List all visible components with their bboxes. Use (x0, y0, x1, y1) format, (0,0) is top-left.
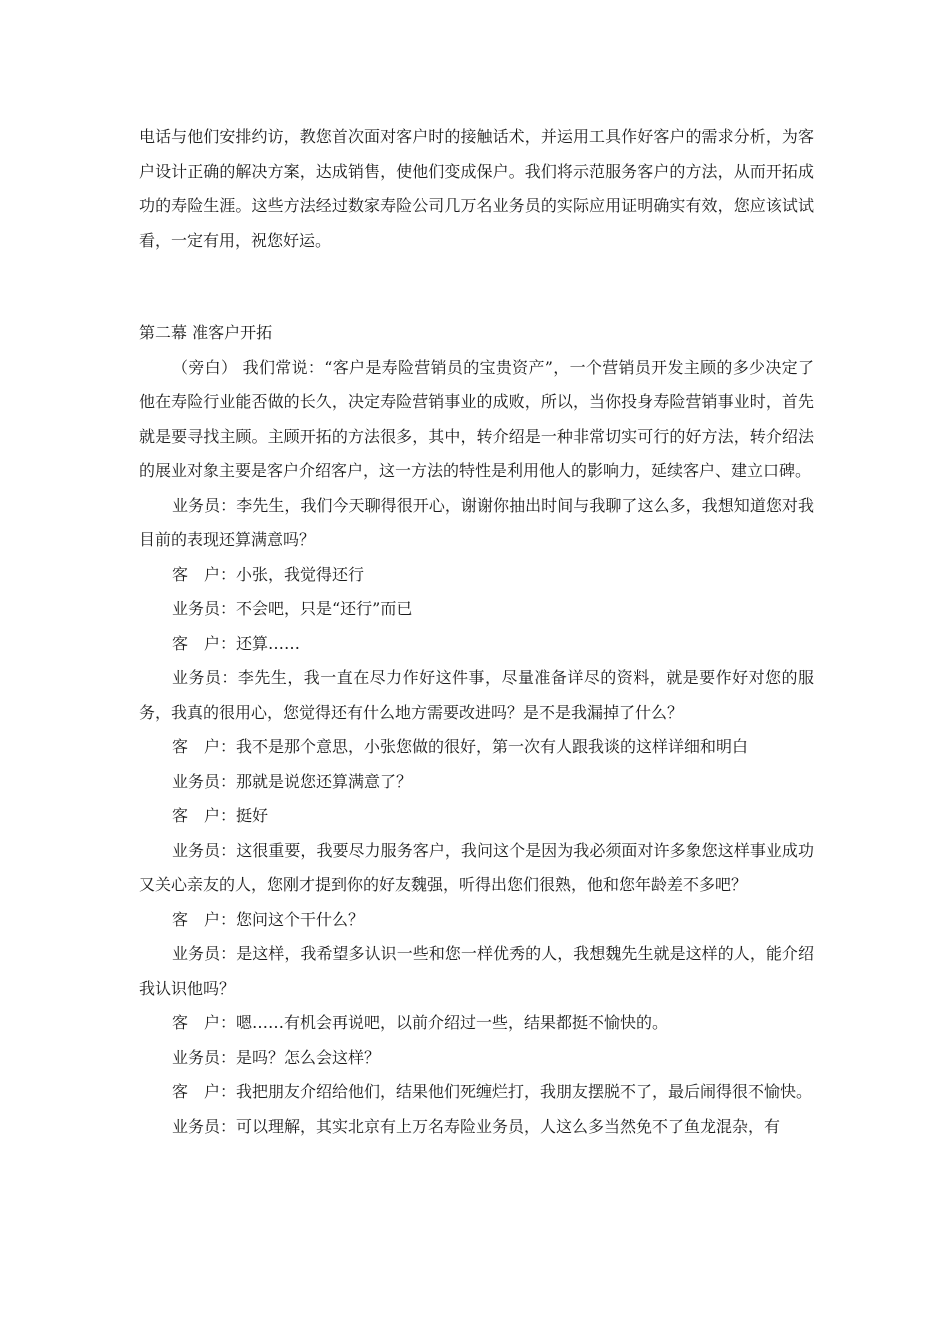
dialogue-line: 客 户：您问这个干什么？ (172, 909, 365, 929)
dialogue-line: 业务员：李先生，我们今天聊得很开心，谢谢你抽出时间与我聊了这么多，我想知道您对我目前的表现还算满意吗？ (139, 495, 814, 549)
intro-paragraph: 电话与他们安排约访，教您首次面对客户时的接触话术，并运用工具作好客户的需求分析，为客户设计正确的解决方案，达成销售，使他们变成保户。我们将示范服务客户的方法，从而开拓成功的寿险生涯。这些方法经过数家寿险公司几万名业务员的实际应用证明确实有效，您应该试试看，一定有用，祝您好运。 (139, 127, 814, 250)
document-body (139, 120, 814, 1144)
dialogue-line: 客 户：我把朋友介绍给他们，结果他们死缠烂打，我朋友摆脱不了，最后闹得很不愉快。 (172, 1082, 813, 1101)
dialogue-line: 业务员：李先生，我一直在尽力作好这件事，尽量准备详尽的资料，就是要作好对您的服务，我真的很用心，您觉得还有什么地方需要改进吗？是不是我漏掉了什么？ (139, 668, 814, 722)
dialogue-line: 客 户：还算…… (172, 633, 301, 653)
dialogue-line: 业务员：这很重要，我要尽力服务客户，我问这个是因为我必须面对许多象您这样事业成功又关心亲友的人，您刚才提到你的好友魏强，听得出您们很熟，他和您年龄差不多吧？ (139, 840, 814, 894)
narration-paragraph: （旁白） 我们常说：“客户是寿险营销员的宝贵资产”，一个营销员开发主顾的多少决定了他在寿险行业能否做的长久，决定寿险营销事业的成败，所以，当你投身寿险营销事业时，首先就是要寻找主顾。主顾开拓的方法很多，其中，转介绍是一种非常切实可行的好方法，转介绍法的展业对象主要是客户介绍客户，这一方法的特性是利用他人的影响力，延续客户、建立口碑。 (139, 357, 814, 480)
dialogue-line: 客 户：挺好 (172, 806, 269, 825)
dialogue-line: 业务员：是吗？怎么会这样？ (172, 1047, 381, 1067)
dialogue-line: 客 户：小张，我觉得还行 (172, 564, 365, 584)
dialogue-line: 业务员：那就是说您还算满意了？ (172, 771, 413, 791)
section-heading: 第二幕 准客户开拓 (139, 323, 273, 342)
dialogue-line: 业务员：不会吧，只是“还行”而已 (172, 599, 413, 618)
dialogue-line: 业务员：可以理解，其实北京有上万名寿险业务员，人这么多当然免不了鱼龙混杂，有 (172, 1116, 781, 1136)
dialogue-line: 客 户：嗯……有机会再说吧，以前介绍过一些，结果都挺不愉快的。 (172, 1013, 669, 1032)
dialogue-line: 客 户：我不是那个意思，小张您做的很好，第一次有人跟我谈的这样详细和明白 (172, 737, 749, 756)
dialogue-line: 业务员：是这样，我希望多认识一些和您一样优秀的人，我想魏先生就是这样的人，能介绍我认识他吗？ (139, 944, 814, 998)
